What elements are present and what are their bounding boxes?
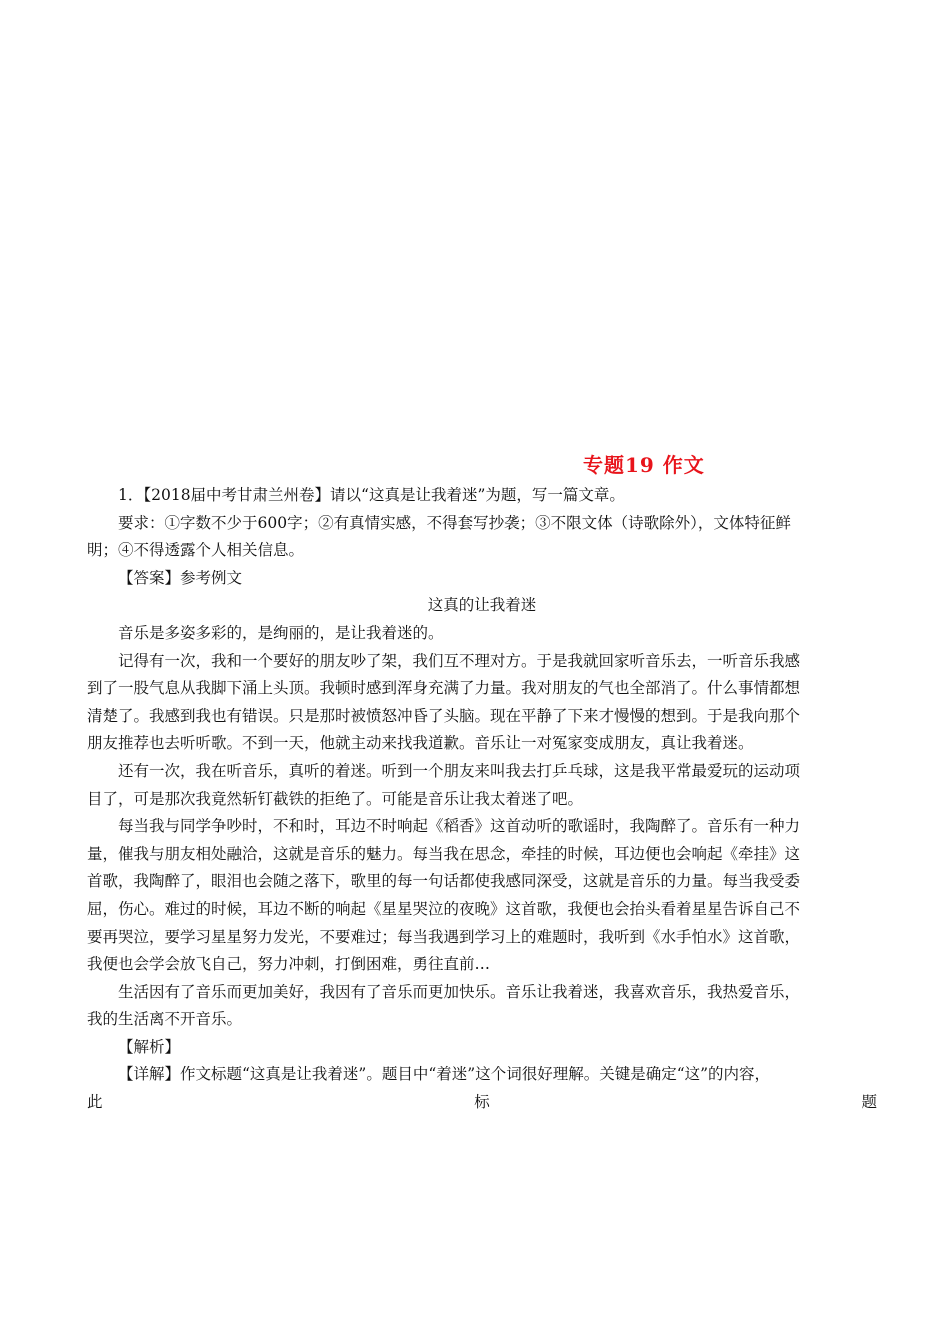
detail-line: 【详解】作文标题“这真是让我着迷”。题目中“着迷”这个词很好理解。关键是确定“这”的内容， <box>118 1065 771 1084</box>
essay-line: 我的生活离不开音乐。 <box>87 1010 243 1029</box>
essay-line: 量，催我与朋友相处融洽，这就是音乐的魅力。每当我在思念，牵挂的时候，耳边便也会响起《牵挂》这 <box>87 844 801 863</box>
document-body <box>87 482 877 1117</box>
essay-line: 记得有一次，我和一个要好的朋友吵了架，我们互不理对方。于是我就回家听音乐去，一听音乐我感 <box>118 651 801 670</box>
essay-line: 目了，可是那次我竟然斩钉截铁的拒绝了。可能是音乐让我太着迷了吧。 <box>87 789 584 808</box>
essay-title: 这真的让我着迷 <box>427 596 537 615</box>
word-ci: 此 <box>87 1093 103 1112</box>
essay-line: 首歌，我陶醉了，眼泪也会随之落下，歌里的每一句话都使我感同深受，这就是音乐的力量。每当我受委 <box>87 872 801 891</box>
page-title: 专题19 作文 <box>583 453 705 477</box>
question-text: 1．【2018届中考甘肃兰州卷】请以“这真是让我着迷”为题，写一篇文章。 <box>118 486 625 504</box>
requirement-line: 要求：①字数不少于600字；②有真情实感，不得套写抄袭；③不限文体（诗歌除外），文体特征鲜 <box>118 513 791 532</box>
answer-label: 【答案】参考例文 <box>118 568 243 587</box>
essay-line: 要再哭泣，要学习星星努力发光，不要难过；每当我遇到学习上的难题时，我听到《水手怕水》这首歌， <box>87 927 801 946</box>
justified-last-line <box>87 1089 877 1117</box>
essay-paragraph: 音乐是多姿多彩的，是绚丽的，是让我着迷的。 <box>118 623 444 642</box>
essay-line: 我便也会学会放飞自己，努力冲刺，打倒困难，勇往直前… <box>87 955 491 974</box>
essay-line: 还有一次，我在听音乐，真听的着迷。听到一个朋友来叫我去打乒乓球，这是我平常最爱玩的运动项 <box>118 761 801 780</box>
essay-line: 屈，伤心。难过的时候，耳边不断的响起《星星哭泣的夜晚》这首歌，我便也会抬头看着星星告诉自己不 <box>87 899 801 918</box>
essay-line: 清楚了。我感到我也有错误。只是那时被愤怒冲昏了头脑。现在平静了下来才慢慢的想到。于是我向那个 <box>87 706 801 725</box>
essay-line: 每当我与同学争吵时，不和时，耳边不时响起《稻香》这首动听的歌谣时，我陶醉了。音乐有一种力 <box>118 817 801 836</box>
analysis-label: 【解析】 <box>118 1037 181 1056</box>
essay-line: 到了一股气息从我脚下涌上头顶。我顿时感到浑身充满了力量。我对朋友的气也全部消了。什么事情都想 <box>87 679 801 698</box>
word-ti: 题 <box>861 1093 877 1112</box>
essay-line: 朋友推荐也去听听歌。不到一天，他就主动来找我道歉。音乐让一对冤家变成朋友，真让我着迷。 <box>87 734 754 753</box>
word-biao: 标 <box>474 1093 490 1112</box>
requirement-line: 明；④不得透露个人相关信息。 <box>87 541 305 560</box>
essay-line: 生活因有了音乐而更加美好，我因有了音乐而更加快乐。音乐让我着迷，我喜欢音乐，我热爱音乐， <box>118 982 801 1001</box>
